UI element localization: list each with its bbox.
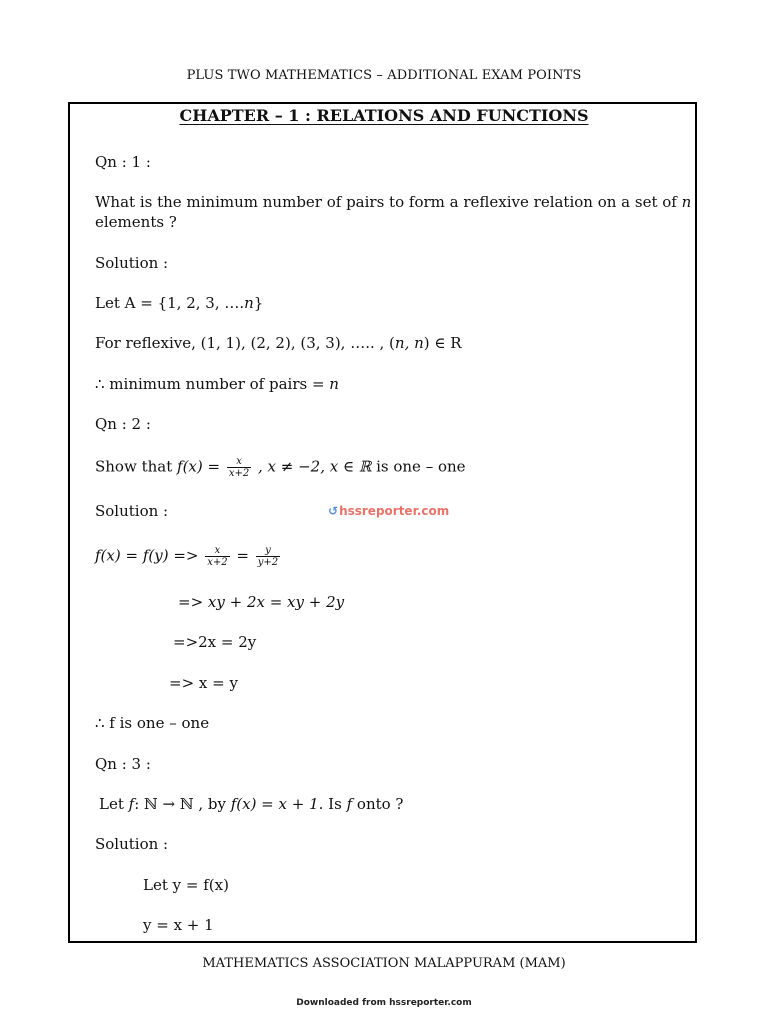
q2-eq1-left: f(x) = f(y) => [95,546,204,565]
watermark-text: hssreporter.com [339,504,450,518]
q1-conclusion-var: n [329,375,339,393]
q3-f2: f [346,795,353,813]
q3-map-domain: : ℕ → ℕ , by [134,795,231,813]
q2-eq2: => xy + 2x = xy + 2y [178,593,345,611]
q2-one-one: is one – one [371,457,466,476]
q1-reflexive-var: n, n [394,334,424,352]
q2-frac-num: x [227,456,251,468]
refresh-logo-icon: ↺ [328,504,339,518]
q2-frac-den: x+2 [228,468,250,479]
page-header: PLUS TWO MATHEMATICS – ADDITIONAL EXAM POINTS [186,68,582,83]
q1-let-end: } [253,294,264,312]
q2-eq1-num2: y [256,545,280,557]
q3-label: Qn : 3 : [95,755,151,773]
q1-question-var: n [681,193,692,211]
q1-question-text: What is the minimum number of pairs to form a reflexive relation on a set of [95,193,677,211]
q2-eq1-den1: x+2 [207,557,228,568]
q3-fmap: f [128,795,135,813]
q2-show-text: Show that [95,457,178,476]
q2-eq1 [95,545,282,568]
q3-fx: f(x) = x + 1 [230,795,319,813]
q1-label: Qn : 1 : [95,153,151,171]
q2-label: Qn : 2 : [95,415,151,433]
q2-eq3: =>2x = 2y [173,633,257,651]
q2-solution-label: Solution : [95,502,169,520]
q1-reflexive-text: For reflexive, (1, 1), (2, 2), (3, 3), ….. , ( [95,334,395,352]
q2-eq4: => x = y [169,674,238,692]
q2-eq1-frac2 [256,545,280,568]
q1-let-var: n [244,294,254,312]
page-footer: MATHEMATICS ASSOCIATION MALAPPURAM (MAM) [202,956,566,971]
q3-solution-label: Solution : [95,835,169,853]
q2-eq1-den2: y+2 [257,557,279,568]
q3-let-text: Let [99,795,129,813]
q1-conclusion-text: ∴ minimum number of pairs = [95,375,330,393]
q2-condition: , x ≠ −2, x ∈ ℝ [253,457,372,476]
q2-conclusion: ∴ f is one – one [95,714,210,732]
q3-is-text: . Is [318,795,347,813]
q1-reflexive-end: ) ∈ R [423,334,462,352]
q3-step2: y = x + 1 [143,916,214,934]
q2-statement [95,456,466,479]
q2-fraction [227,456,251,479]
q2-fx: f(x) = [177,457,225,476]
q1-let-text: Let A = {1, 2, 3, …. [95,294,245,312]
q2-eq1-frac1 [205,545,229,568]
q2-eq1-num1: x [205,545,229,557]
q1-let-set [95,293,263,313]
q1-question-line2: elements ? [95,213,177,231]
q1-conclusion [95,374,339,394]
q1-reflexive-line [95,333,462,353]
q3-statement [99,794,403,814]
watermark [328,504,449,518]
q1-solution-label: Solution : [95,254,169,272]
chapter-title-text: CHAPTER – 1 : RELATIONS AND FUNCTIONS [179,106,589,125]
download-note: Downloaded from hssreporter.com [296,998,472,1008]
q3-step1: Let y = f(x) [143,876,229,894]
chapter-title [0,106,768,125]
q1-question-line1 [95,192,691,212]
q3-onto: onto ? [352,795,404,813]
q2-eq1-eq: = [231,546,254,565]
